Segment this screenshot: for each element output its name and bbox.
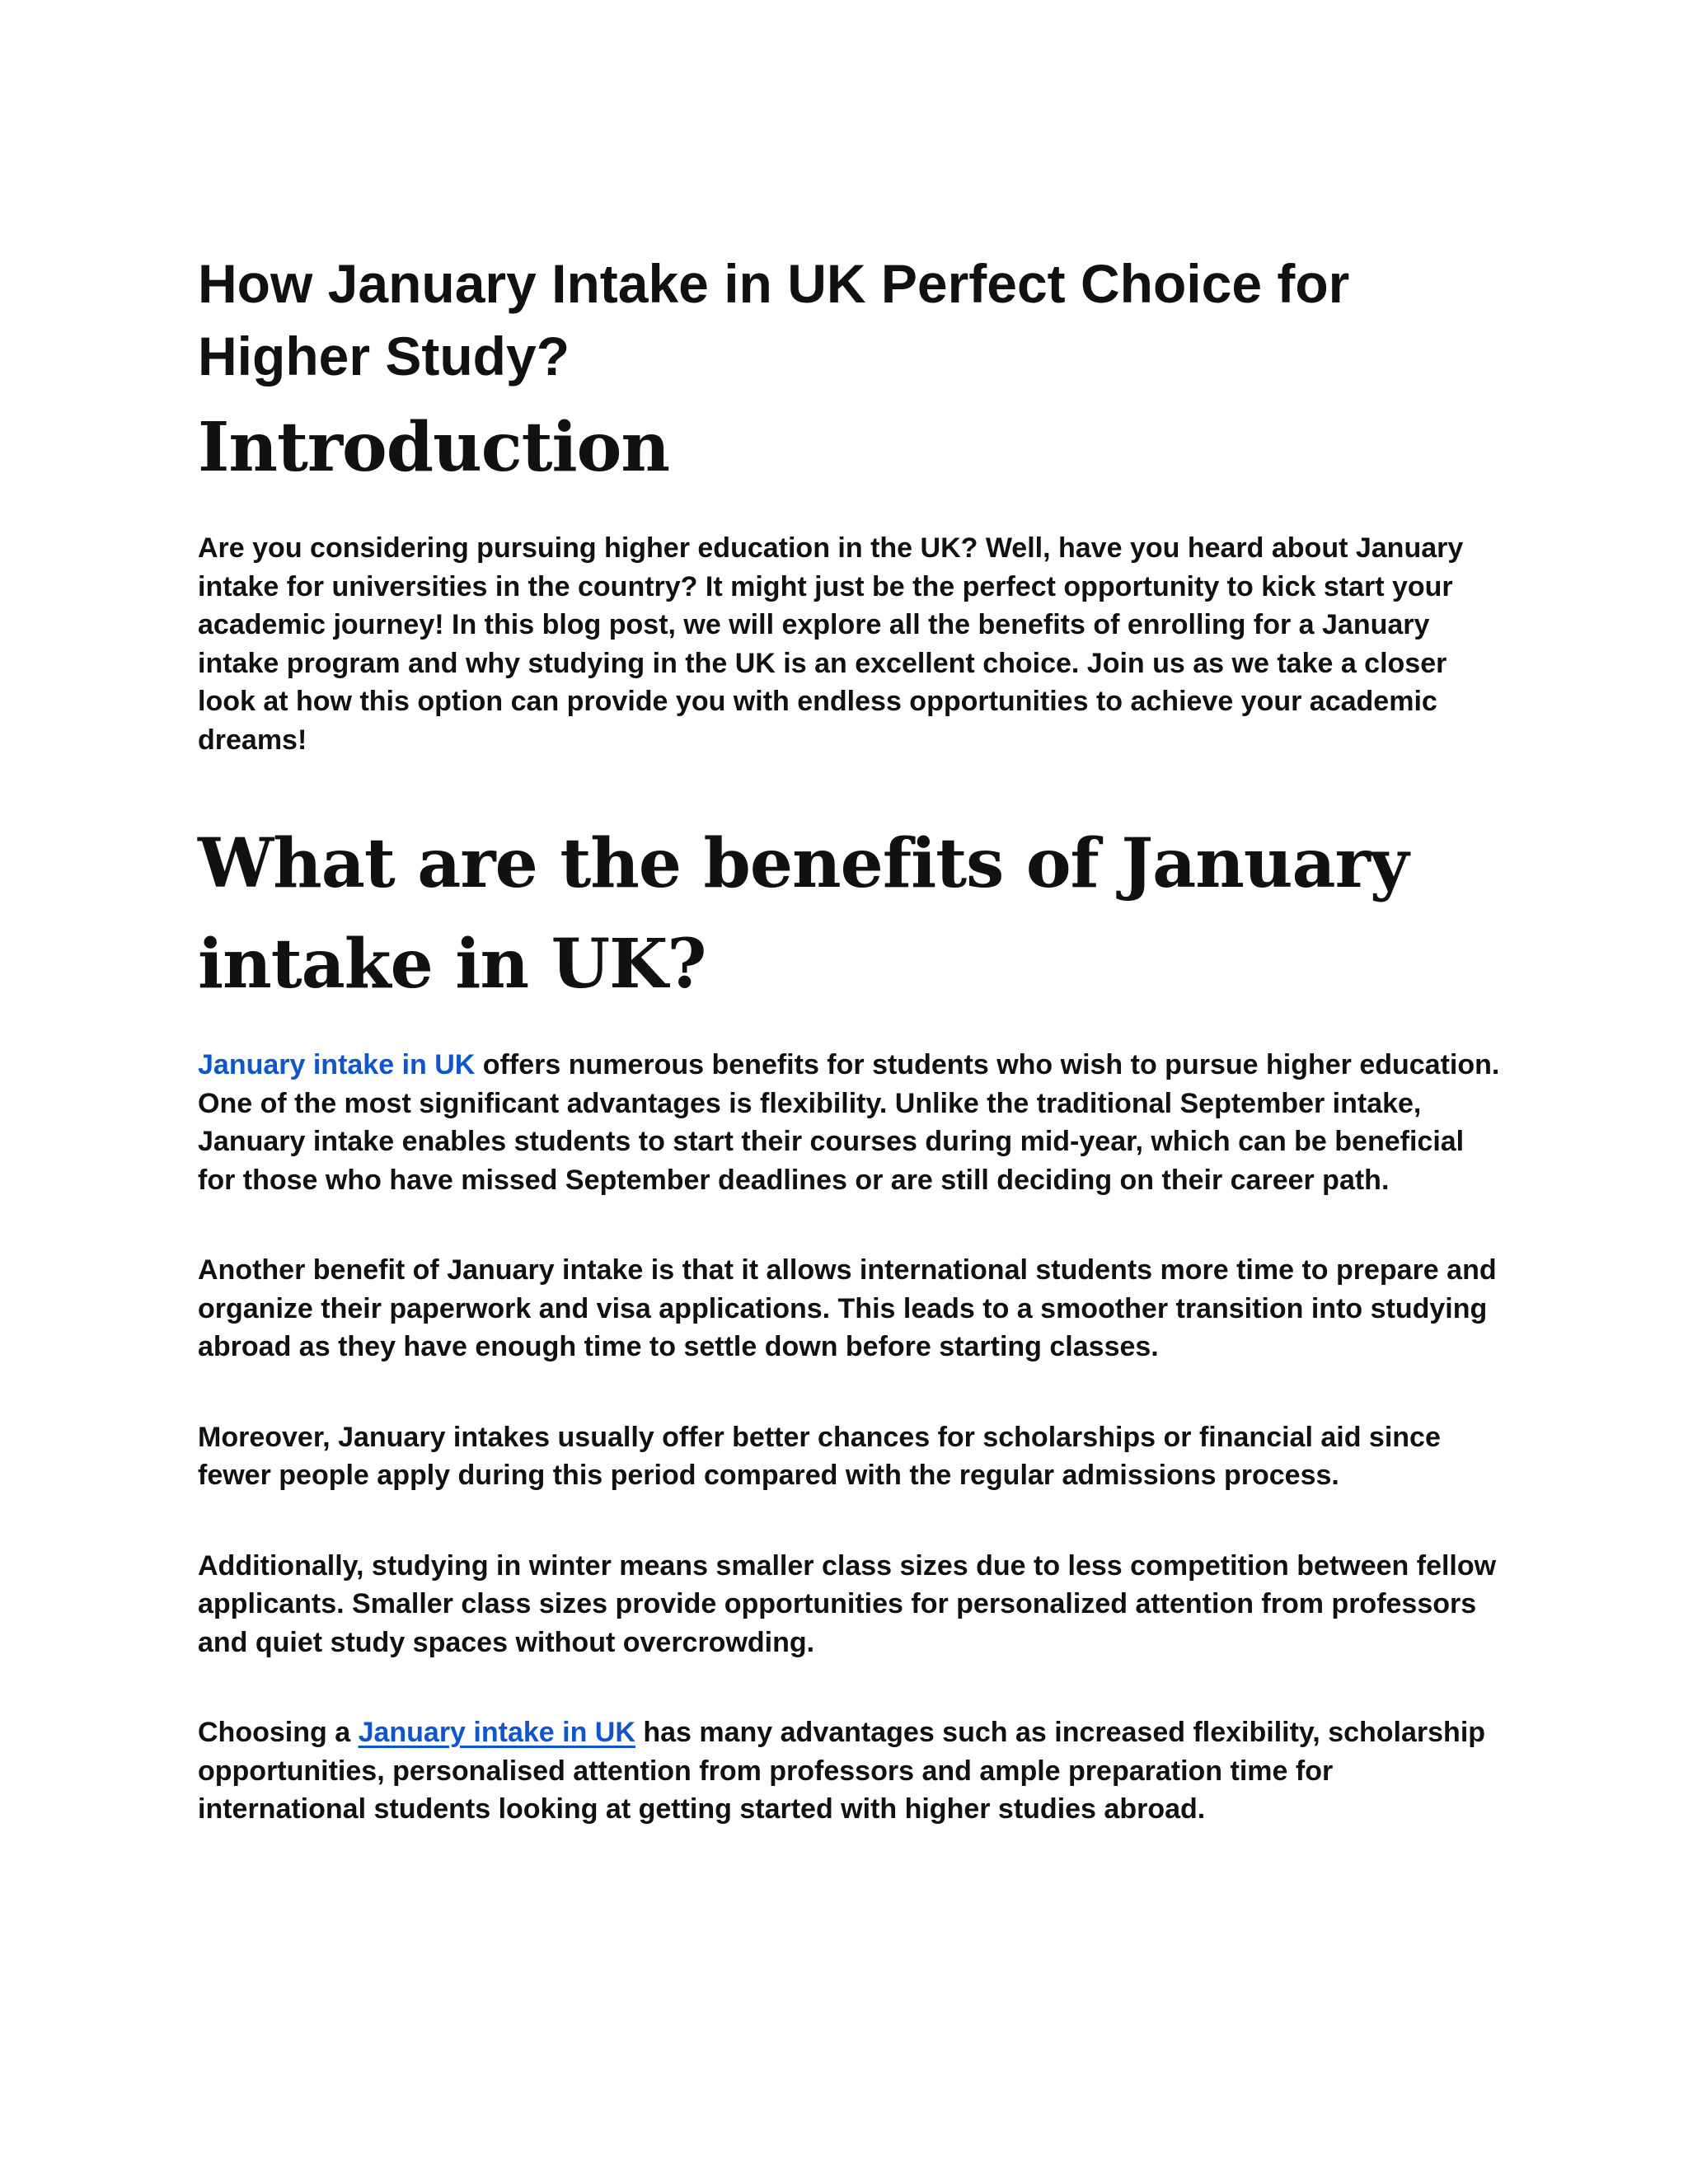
benefit-paragraph-flexibility <box>198 1046 1500 1199</box>
benefit-paragraph-flexibility-text: offers numerous benefits for students who wish to pursue higher education. One of the most significant advantages is flexibility. Unlike the traditional September intake, January intake enables students to start their courses during mid-year, which can be beneficial for those who have missed September deadlines or are still deciding on their career path. <box>198 1049 1500 1196</box>
document-page <box>198 247 1500 1829</box>
benefits-heading: What are the benefits of January intake in UK? <box>198 824 1409 1004</box>
conclusion-prefix: Choosing a <box>198 1717 359 1748</box>
january-intake-underlined-link[interactable]: January intake in UK <box>358 1717 635 1748</box>
conclusion-paragraph <box>198 1713 1500 1829</box>
january-intake-link[interactable]: January intake in UK <box>198 1049 476 1080</box>
introduction-heading: Introduction <box>198 408 669 487</box>
document-title: How January Intake in UK Perfect Choice for Higher Study? <box>198 253 1350 387</box>
introduction-paragraph: Are you considering pursuing higher education in the UK? Well, have you heard about January intake for universities in the country? It might just be the perfect opportunity to kick start your academic journey! In this blog post, we will explore all the benefits of enrolling for a January intake program and why studying in the UK is an excellent choice. Join us as we take a closer look at how this option can provide you with endless opportunities to achieve your academic dreams! <box>198 532 1464 756</box>
benefit-paragraph-class-sizes: Additionally, studying in winter means smaller class sizes due to less competition between fellow applicants. Smaller class sizes provide opportunities for personalized attention from professors and quiet study spaces without overcrowding. <box>198 1549 1497 1658</box>
benefit-paragraph-scholarships: Moreover, January intakes usually offer better chances for scholarships or financial aid since fewer people apply during this period compared with the regular admissions process. <box>198 1421 1441 1491</box>
conclusion-suffix: has many advantages such as increased flexibility, scholarship opportunities, personalised attention from professors and ample preparation time for international students looking at getting started with higher studies abroad. <box>198 1717 1486 1825</box>
benefit-paragraph-preparation: Another benefit of January intake is that it allows international students more time to prepare and organize their paperwork and visa applications. This leads to a smoother transition into studying abroad as they have enough time to settle down before starting classes. <box>198 1254 1497 1362</box>
